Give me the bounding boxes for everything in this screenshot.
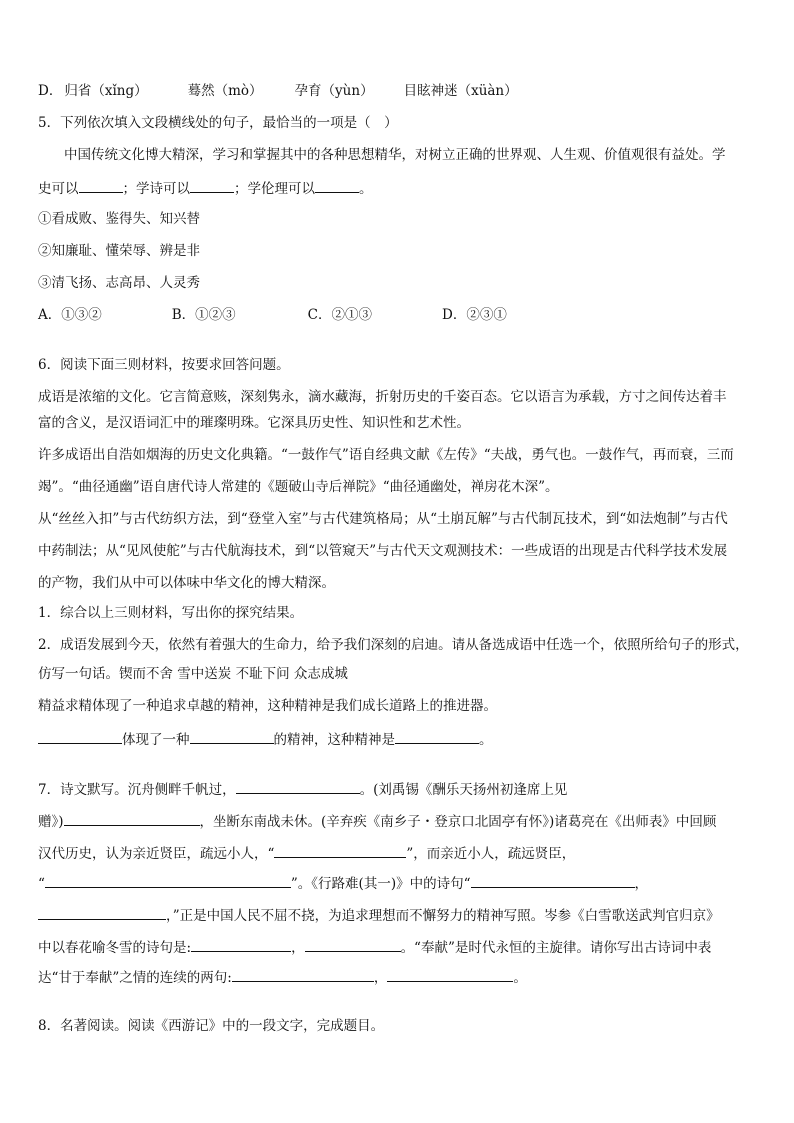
q7-blank-4[interactable]: [45, 872, 291, 888]
q6-material-2-line-1: 许多成语出自浩如烟海的历史文化典籍。“一鼓作气”语自经典文献《左传》“夫战，勇气也。一鼓作气，再而衰，三而: [38, 447, 734, 463]
q6-blank-2[interactable]: [190, 728, 274, 744]
q7-blank-2[interactable]: [64, 810, 200, 826]
q7-blank-9[interactable]: [232, 966, 374, 982]
option-d-item-3: 孕育（yùn）: [294, 83, 374, 99]
q5-choice-b[interactable]: B．①②③: [171, 307, 236, 323]
q6-material-1-line-1: 成语是浓缩的文化。它言简意赅，深刻隽永，滴水藏海，折射历史的千姿百态。它以语言为承载，方寸之间传达着丰: [38, 389, 727, 405]
q6-blank-1[interactable]: [38, 728, 122, 744]
q5-choice-a[interactable]: A．①③②: [38, 307, 102, 323]
q5-choices: [38, 305, 756, 325]
q7-blank-6[interactable]: [38, 904, 166, 920]
q6-sub-question-1: 1．综合以上三则材料，写出你的探究结果。: [38, 605, 304, 621]
q5-option-3: ③清飞扬、志高昂、人灵秀: [38, 275, 200, 291]
q6-material-3-line-1: 从“丝丝入扣”与古代纺织方法，到“登堂入室”与古代建筑格局；从“土崩瓦解”与古代制瓦技术，到“如法炮制”与古代: [38, 511, 728, 527]
q5-choice-c[interactable]: C．②①③: [307, 307, 373, 323]
q7-line-5: ，”正是中国人民不屈不挠，为追求理想而不懈努力的精神写照。岑参《白雪歌送武判官归京》: [38, 904, 756, 924]
q5-option-1: ①看成败、鉴得失、知兴替: [38, 211, 200, 227]
q7-blank-7[interactable]: [191, 936, 291, 952]
q7-blank-10[interactable]: [387, 966, 513, 982]
q5-passage-line-2: 史可以 ；学诗可以 ；学伦理可以 。: [38, 177, 756, 197]
q6-fill-line: 体现了一种 的精神，这种精神是 。: [38, 728, 756, 748]
q7-blank-5[interactable]: [471, 872, 635, 888]
q6-material-1-line-2: 富的含义，是汉语词汇中的璀璨明珠。它深具历史性、知识性和艺术性。: [38, 415, 470, 431]
option-d-item-1: 归省（xǐng）: [64, 83, 148, 99]
q7-line-7: 达“甘于奉献”之情的连续的两句: ， 。: [38, 966, 756, 986]
option-d-label: D．: [38, 83, 63, 99]
q6-stem: 6．阅读下面三则材料，按要求回答问题。: [38, 357, 290, 373]
option-d-item-2: 蓦然（mò）: [187, 83, 263, 99]
q7-blank-3[interactable]: [274, 842, 406, 858]
q7-line-4: “ ”。《行路难(其一)》中的诗句“ ，: [38, 872, 756, 892]
q7-line-2: 赠》) ，坐断东南战未休。(辛弃疾《南乡子・登京口北固亭有怀》)诸葛亮在《出师表》中回顾: [38, 810, 756, 830]
q6-blank-3[interactable]: [395, 728, 479, 744]
q5-stem: 5．下列依次填入文段横线处的句子，最恰当的一项是（ ）: [38, 115, 398, 131]
q8-stem: 8．名著阅读。阅读《西游记》中的一段文字，完成题目。: [38, 1018, 385, 1034]
q6-material-3-line-2: 中药制法；从“见风使舵”与古代航海技术，到“以管窥天”与古代天文观测技术：一些成语的出现是古代科学技术发展: [38, 543, 728, 559]
q7-line-1: 7．诗文默写。沉舟侧畔千帆过， 。(刘禹锡《酬乐天扬州初逢席上见: [38, 778, 756, 798]
q5-blank-2[interactable]: [190, 177, 234, 193]
q6-material-2-line-2: 竭”。“曲径通幽”语自唐代诗人常建的《题破山寺后禅院》“曲径通幽处，禅房花木深”。: [38, 479, 559, 495]
option-d-item-4: 目眩神迷（xüàn）: [403, 83, 518, 99]
q6-sub-question-2-line-1: 2．成语发展到今天，依然有着强大的生命力，给予我们深刻的启迪。请从备选成语中任选一个，依照所给句子的形式，: [38, 637, 749, 653]
q6-material-3-line-3: 的产物，我们从中可以体味中华文化的博大精深。: [38, 575, 335, 591]
q7-line-3: 汉代历史，认为亲近贤臣，疏远小人，“ ”，而亲近小人，疏远贤臣，: [38, 842, 756, 862]
q6-example-sentence: 精益求精体现了一种追求卓越的精神，这种精神是我们成长道路上的推进器。: [38, 698, 497, 714]
q5-choice-d[interactable]: D．②③①: [442, 307, 507, 323]
q7-blank-8[interactable]: [305, 936, 401, 952]
q5-passage-line-1: 中国传统文化博大精深，学习和掌握其中的各种思想精华，对树立正确的世界观、人生观、价值观很有益处。学: [64, 147, 726, 163]
q5-option-2: ②知廉耻、懂荣辱、辨是非: [38, 243, 200, 259]
q7-line-6: 中以春花喻冬雪的诗句是: ， 。“奉献”是时代永恒的主旋律。请你写出古诗词中表: [38, 936, 756, 956]
q6-sub-question-2-line-2: 仿写一句话。锲而不舍 雪中送炭 不耻下问 众志成城: [38, 666, 348, 682]
q7-blank-1[interactable]: [236, 778, 360, 794]
q5-blank-3[interactable]: [315, 177, 359, 193]
q5-blank-1[interactable]: [79, 177, 123, 193]
option-d-line: [38, 81, 756, 101]
